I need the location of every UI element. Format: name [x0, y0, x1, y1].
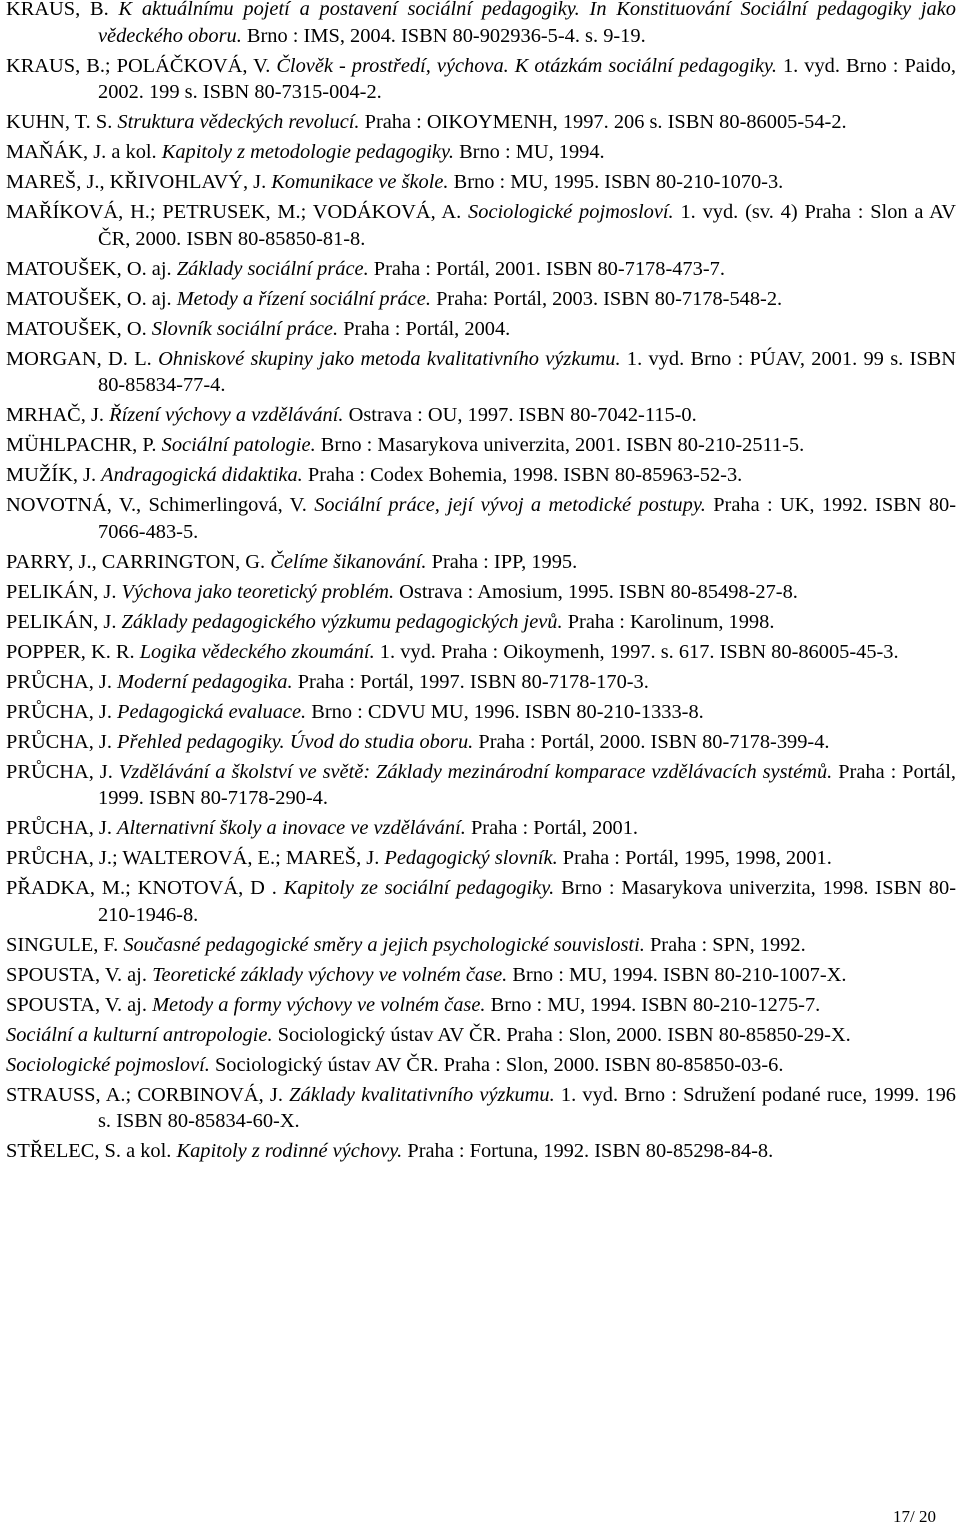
entry-title: Kapitoly ze sociální pedagogiky.: [283, 877, 555, 900]
entry-publication-details: Praha : IPP, 1995.: [426, 550, 578, 573]
entry-publication-details: 1. vyd. Brno : Sdružení podané ruce, 1999. 196 s. ISBN 80-85834-60-X.: [98, 1083, 956, 1133]
entry-title: Andragogická didaktika.: [101, 464, 303, 487]
entry-publication-details: 1. vyd. Brno : Paido, 2002. 199 s. ISBN 80-7315-004-2.: [98, 54, 956, 104]
entry-publication-details: Praha: Portál, 2003. ISBN 80-7178-548-2.: [430, 287, 783, 310]
entry-title: Základy pedagogického výzkumu pedagogických jevů.: [121, 610, 563, 633]
bibliography-list: [6, 0, 956, 1168]
bibliography-entry: [6, 432, 956, 459]
entry-author: MATOUŠEK, O. aj.: [6, 287, 177, 310]
entry-author: PRŮCHA, J.: [6, 817, 118, 840]
entry-author: PELIKÁN, J.: [6, 580, 122, 603]
bibliography-entry: [6, 669, 956, 696]
entry-title: Moderní pedagogika.: [117, 670, 293, 693]
entry-title: Alternativní školy a inovace ve vzdělávání.: [117, 817, 466, 840]
entry-title: Kapitoly z metodologie pedagogiky.: [161, 141, 454, 164]
entry-publication-details: Praha : Portál, 1997. ISBN 80-7178-170-3.: [292, 670, 649, 693]
entry-publication-details: Brno : CDVU MU, 1996. ISBN 80-210-1333-8.: [306, 700, 704, 723]
entry-publication-details: Ostrava : OU, 1997. ISBN 80-7042-115-0.: [343, 404, 697, 427]
entry-title: Logika vědeckého zkoumání.: [139, 640, 375, 663]
entry-title: Kapitoly z rodinné výchovy.: [176, 1140, 403, 1163]
bibliography-entry: [6, 1022, 956, 1049]
entry-title-secondary: Konstituování Sociální pedagogiky jako vědeckého oboru.: [98, 0, 956, 47]
entry-author: SINGULE, F.: [6, 933, 124, 956]
entry-title: Pedagogický slovník.: [384, 847, 558, 870]
entry-author: KRAUS, B.: [6, 0, 119, 20]
entry-title: Teoretické základy výchovy ve volném čase.: [152, 963, 508, 986]
entry-title: Slovník sociální práce.: [151, 317, 339, 340]
bibliography-entry: [6, 402, 956, 429]
entry-author: MORGAN, D. L.: [6, 347, 159, 370]
entry-author: MATOUŠEK, O.: [6, 317, 152, 340]
entry-publication-details: Brno : MU, 1995. ISBN 80-210-1070-3.: [448, 171, 784, 194]
entry-author: PŘADKA, M.; KNOTOVÁ, D .: [6, 877, 284, 900]
bibliography-entry: [6, 53, 956, 106]
bibliography-entry: [6, 609, 956, 636]
entry-publication-details: 1. vyd. (sv. 4) Praha : Slon a AV ČR, 2000. ISBN 80-85850-81-8.: [98, 201, 957, 250]
entry-publication-details: Praha : Portál, 1999. ISBN 80-7178-290-4.: [98, 760, 956, 810]
bibliography-entry: [6, 759, 956, 812]
entry-publication-details: Sociologický ústav AV ČR. Praha : Slon, 2000. ISBN 80-85850-03-6.: [209, 1053, 784, 1076]
entry-publication-details: Praha : Karolinum, 1998.: [562, 610, 775, 633]
entry-author: PRŮCHA, J.: [6, 730, 118, 753]
entry-publication-details: Praha : Portál, 2001.: [465, 817, 639, 840]
entry-title: Současné pedagogické směry a jejich psychologické souvislosti.: [123, 933, 645, 956]
entry-author: POPPER, K. R.: [6, 640, 140, 663]
bibliography-entry: [6, 316, 956, 343]
entry-title: Řízení výchovy a vzdělávání.: [109, 404, 344, 427]
bibliography-entry: [6, 579, 956, 606]
bibliography-entry: [6, 0, 956, 49]
entry-publication-details: 1. vyd. Praha : Oikoymenh, 1997. s. 617. ISBN 80-86005-45-3.: [374, 640, 899, 663]
entry-author: PRŮCHA, J.: [6, 760, 119, 783]
entry-publication-details: 1. vyd. Brno : PÚAV, 2001. 99 s. ISBN 80-85834-77-4.: [98, 347, 957, 397]
entry-publication-details: Brno : MU, 1994.: [453, 141, 605, 164]
entry-publication-details: Praha : UK, 1992. ISBN 80-7066-483-5.: [98, 494, 957, 543]
entry-title: Komunikace ve škole.: [271, 171, 449, 194]
entry-author: PRŮCHA, J.: [6, 700, 118, 723]
entry-title: Pedagogická evaluace.: [117, 700, 307, 723]
entry-title: Sociální a kulturní antropologie.: [6, 1023, 273, 1046]
entry-publication-details: Brno : MU, 1994. ISBN 80-210-1275-7.: [485, 993, 821, 1016]
bibliography-entry: [6, 462, 956, 489]
entry-author: MRHAČ, J.: [6, 404, 110, 427]
entry-publication-details: Brno : Masarykova univerzita, 2001. ISBN 80-210-2511-5.: [315, 434, 805, 457]
entry-publication-details: Ostrava : Amosium, 1995. ISBN 80-85498-27-8.: [394, 580, 798, 603]
bibliography-entry: [6, 962, 956, 989]
entry-author: PARRY, J., CARRINGTON, G.: [6, 550, 271, 573]
entry-author: PRŮCHA, J.: [6, 670, 118, 693]
entry-title: Metody a řízení sociální práce.: [176, 287, 431, 310]
bibliography-entry: [6, 256, 956, 283]
bibliography-entry: [6, 346, 956, 399]
bibliography-entry: [6, 549, 956, 576]
bibliography-entry: [6, 1052, 956, 1079]
bibliography-entry: [6, 169, 956, 196]
entry-publication-details: Brno : Masarykova univerzita, 1998. ISBN 80-210-1946-8.: [98, 877, 956, 926]
entry-author: STŘELEC, S. a kol.: [6, 1140, 177, 1163]
entry-author: MATOUŠEK, O. aj.: [6, 257, 177, 280]
entry-publication-details: Praha : Portál, 2004.: [338, 317, 511, 340]
entry-author: KUHN, T. S.: [6, 111, 118, 134]
bibliography-entry: [6, 109, 956, 136]
entry-title: Základy kvalitativního výzkumu.: [289, 1083, 555, 1106]
entry-author: MAŇÁK, J. a kol.: [6, 141, 162, 164]
entry-title: Základy sociální práce.: [176, 257, 369, 280]
entry-title: Člověk - prostředí, výchova. K otázkám sociální pedagogiky.: [276, 54, 777, 77]
entry-author: SPOUSTA, V. aj.: [6, 963, 153, 986]
entry-author: NOVOTNÁ, V., Schimerlingová, V.: [6, 494, 315, 517]
bibliography-entry: [6, 729, 956, 756]
bibliography-entry: [6, 1138, 956, 1165]
entry-author: MUŽÍK, J.: [6, 464, 102, 487]
entry-author: SPOUSTA, V. aj.: [6, 993, 153, 1016]
bibliography-entry: [6, 875, 956, 928]
entry-title: Vzdělávání a školství ve světě: Základy mezinárodní komparace vzdělávacích systémů.: [118, 760, 833, 783]
entry-author: KRAUS, B.; POLÁČKOVÁ, V.: [6, 54, 277, 77]
entry-title: Výchova jako teoretický problém.: [121, 580, 395, 603]
entry-title: K aktuálnímu pojetí a postavení sociální pedagogiky. In: [118, 0, 617, 20]
entry-title: Sociologické pojmosloví.: [468, 201, 674, 224]
entry-author: STRAUSS, A.; CORBINOVÁ, J.: [6, 1083, 290, 1106]
entry-publication-details: Brno : MU, 1994. ISBN 80-210-1007-X.: [507, 963, 847, 986]
entry-publication-details: Praha : OIKOYMENH, 1997. 206 s. ISBN 80-86005-54-2.: [359, 111, 847, 134]
entry-author: MÜHLPACHR, P.: [6, 434, 162, 457]
bibliography-entry: [6, 492, 956, 545]
entry-author: PRŮCHA, J.; WALTEROVÁ, E.; MAREŠ, J.: [6, 847, 385, 870]
bibliography-entry: [6, 932, 956, 959]
entry-publication-details: Sociologický ústav AV ČR. Praha : Slon, 2000. ISBN 80-85850-29-X.: [272, 1023, 851, 1046]
entry-author: PELIKÁN, J.: [6, 610, 122, 633]
entry-title: Čelíme šikanování.: [270, 550, 427, 573]
page-number: 17/ 20: [893, 1507, 936, 1526]
entry-title: Přehled pedagogiky. Úvod do studia oboru.: [117, 730, 474, 753]
bibliography-entry: [6, 699, 956, 726]
entry-publication-details: Praha : Portál, 1995, 1998, 2001.: [557, 847, 832, 870]
bibliography-entry: [6, 286, 956, 313]
entry-author: MAREŠ, J., KŘIVOHLAVÝ, J.: [6, 171, 272, 194]
entry-title: Metody a formy výchovy ve volném čase.: [152, 993, 486, 1016]
entry-publication-details: Praha : Portál, 2000. ISBN 80-7178-399-4.: [473, 730, 830, 753]
entry-publication-details: Praha : Codex Bohemia, 1998. ISBN 80-85963-52-3.: [302, 464, 743, 487]
entry-title: Sociologické pojmosloví.: [6, 1053, 210, 1076]
bibliography-entry: [6, 139, 956, 166]
entry-author: MAŘÍKOVÁ, H.; PETRUSEK, M.; VODÁKOVÁ, A.: [6, 201, 469, 224]
entry-publication-details: Praha : Portál, 2001. ISBN 80-7178-473-7.: [368, 257, 725, 280]
bibliography-entry: [6, 639, 956, 666]
entry-publication-details: Praha : SPN, 1992.: [644, 933, 806, 956]
entry-title: Ohniskové skupiny jako metoda kvalitativního výzkumu.: [158, 347, 621, 370]
bibliography-entry: [6, 1082, 956, 1135]
bibliography-entry: [6, 199, 956, 252]
entry-publication-details: Brno : IMS, 2004. ISBN 80-902936-5-4. s. 9-19.: [241, 24, 646, 47]
bibliography-entry: [6, 992, 956, 1019]
entry-title: Sociální patologie.: [161, 434, 316, 457]
entry-publication-details: Praha : Fortuna, 1992. ISBN 80-85298-84-8.: [402, 1140, 774, 1163]
bibliography-entry: [6, 815, 956, 842]
entry-title: Struktura vědeckých revolucí.: [117, 111, 360, 134]
bibliography-entry: [6, 845, 956, 872]
entry-title: Sociální práce, její vývoj a metodické postupy.: [314, 494, 706, 517]
